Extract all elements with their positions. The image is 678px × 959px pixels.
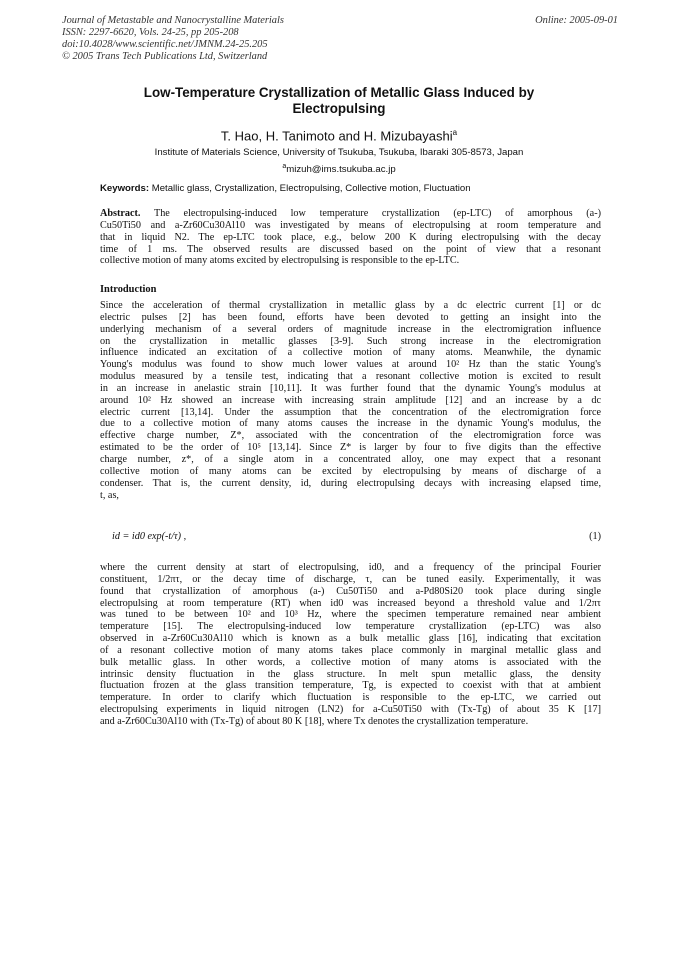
intro-line: around 10² Hz showed an increase with increasing strain amplitude [12] and an increase by a dc [100, 394, 601, 406]
abstract [100, 208, 601, 267]
journal-header [62, 15, 618, 63]
paper-title [100, 85, 578, 117]
header-line: ISSN: 2297-6620, Vols. 24-25, pp 205-208 [62, 26, 239, 38]
intro-line: Young's modulus was found to show much lower values at around 10² Hz than the static Young's [100, 359, 601, 371]
body-line: intrinsic density fluctuation in the glass structure. In melt spun metallic glass, the density [100, 668, 601, 680]
body-line: electropulsing at room temperature (RT) when id0 was increased beyond a threshold value and 1/2πτ [100, 597, 601, 609]
equation-expression: id = id0 exp(-t/τ) , [112, 531, 187, 542]
body-line: was tuned to be between 10² and 10³ Hz, where the specimen temperature remained near ambient [100, 609, 601, 621]
intro-line: electric current [13,14]. Under the assumption that the concentration of the electromigration force [100, 406, 601, 418]
abstract-line: collective motion of many atoms excited by electropulsing is responsible to the ep-LTC. [100, 255, 460, 267]
intro-line: on the crystallization in metallic glasses [3-9]. Such strong increase in the electromigration [100, 335, 601, 347]
body-line: electropulsing experiments in liquid nitrogen (LN2) for a-Cu50Ti50 with (Tx-Tg) of about 35 K [17] [100, 704, 601, 716]
keywords [100, 182, 600, 196]
intro-line: underlying mechanism of a several orders of magnitude increase in the electromigration influence [100, 323, 601, 335]
body-line: temperature. In order to clarify which fluctuation is responsible to the ep-LTC, we carried out [100, 692, 601, 704]
body-line: constituent, 1/2πτ, or the decay time of discharge, τ, can be tuned easily. Experimentally, it was [100, 573, 601, 585]
authors [100, 125, 578, 143]
intro-line: charge number, z*, of a single atom in a concentrated alloy, one may expect that a resonant [100, 453, 601, 465]
body-line: found that crystallization of amorphous (a-) Cu50Ti50 and a-Pd80Si20 took place during single [100, 585, 601, 597]
keywords-text: Metallic glass, Crystallization, Electropulsing, Collective motion, Fluctuation [151, 183, 471, 194]
introduction-text [100, 300, 601, 501]
body-line: where the current density at start of electropulsing, id0, and a frequency of the principal Fourier [100, 562, 601, 573]
body-line: fluctuation frozen at the glass transition temperature, Tg, is expected to coexist with that at ambient [100, 680, 601, 692]
body-line: temperature [15]. The electropulsing-induced low temperature crystallization (ep-LTC) was also [100, 621, 601, 633]
intro-line: estimated to be the order of 10⁵ [13,14]. Since Z* is larger by four to five digits than the effective [100, 442, 601, 454]
intro-line: in an increase in anelastic strain [10,11]. It was further found that the dynamic Young's modulus at [100, 382, 601, 394]
email [80, 160, 598, 177]
abstract-line: that in liquid N2. The ep-LTC took place, e.g., below 200 K during electropulsing with the decay [100, 231, 601, 243]
header-line: © 2005 Trans Tech Publications Ltd, Switzerland [62, 50, 268, 62]
abstract-label: Abstract. [100, 208, 141, 219]
intro-line: influence indicated an excitation of a collective motion of many atoms. Meanwhile, the dynamic [100, 347, 601, 359]
body-line: and a-Zr60Cu30Al10 with (Tx-Tg) of about 80 K [18], where Tx denotes the crystallization temperature. [100, 715, 529, 727]
title-line: Electropulsing [292, 101, 386, 116]
intro-line: condenser. That is, the current density, id, during electropulsing decays with increasing elapsed time, [100, 477, 601, 489]
body-line: observed in a-Zr60Cu30Al10 which is known as a bulk metallic glass [16], indicating that excitation [100, 633, 601, 645]
intro-line: due to a collective motion of many atoms causes the increase in the dynamic Young's modulus, the [100, 418, 601, 430]
equation-1 [100, 531, 601, 545]
section-heading: Introduction [100, 284, 157, 295]
email-address: mizuh@ims.tsukuba.ac.jp [286, 164, 396, 176]
online-date: Online: 2005-09-01 [535, 15, 618, 26]
intro-line: t, as, [100, 489, 119, 501]
equation-number: (1) [589, 531, 601, 542]
intro-line: collective motion of many atoms can be excited by electropulsing by means of discharge of a [100, 465, 601, 477]
keywords-label: Keywords: [100, 183, 150, 194]
intro-line: modulus measured by a tensile test, indicating that a resonant collective motion is excited to result [100, 371, 601, 383]
intro-line: electric pulses [2] has been found, efforts have been devoted to getting an insight into the [100, 311, 601, 323]
body-line: of a resonant collective motion of many atoms takes place commonly in marginal metallic glass and [100, 644, 601, 656]
intro-line: Since the acceleration of thermal crystallization in metallic glass by a dc electric current [1] or dc [100, 300, 601, 311]
affiliation: Institute of Materials Science, University of Tsukuba, Tsukuba, Ibaraki 305-8573, Japan [154, 147, 524, 158]
abstract-line: Cu50Ti50 and a-Zr60Cu30Al10 was investigated by means of electropulsing at room temperature and [100, 219, 601, 231]
author-names: T. Hao, H. Tanimoto and H. Mizubayashi [220, 128, 453, 144]
author-sup: a [452, 128, 458, 137]
abstract-line: time of 1 ms. The observed results are discussed based on the point of view that a resonant [100, 243, 601, 255]
body-text [100, 562, 601, 728]
body-line: bulk metallic glass. In other words, a collective motion of many atoms is associated with the [100, 656, 601, 668]
intro-line: effective charge number, Z*, associated with the concentration of the electromigration force was [100, 430, 601, 442]
abstract-line: The electropulsing-induced low temperature crystallization (ep-LTC) of amorphous (a-) [140, 208, 601, 219]
email-sup: a [282, 163, 287, 170]
header-line: doi:10.4028/www.scientific.net/JMNM.24-25.205 [62, 38, 268, 50]
title-line: Low-Temperature Crystallization of Metallic Glass Induced by [143, 85, 535, 100]
header-line: Journal of Metastable and Nanocrystalline Materials [62, 15, 284, 26]
